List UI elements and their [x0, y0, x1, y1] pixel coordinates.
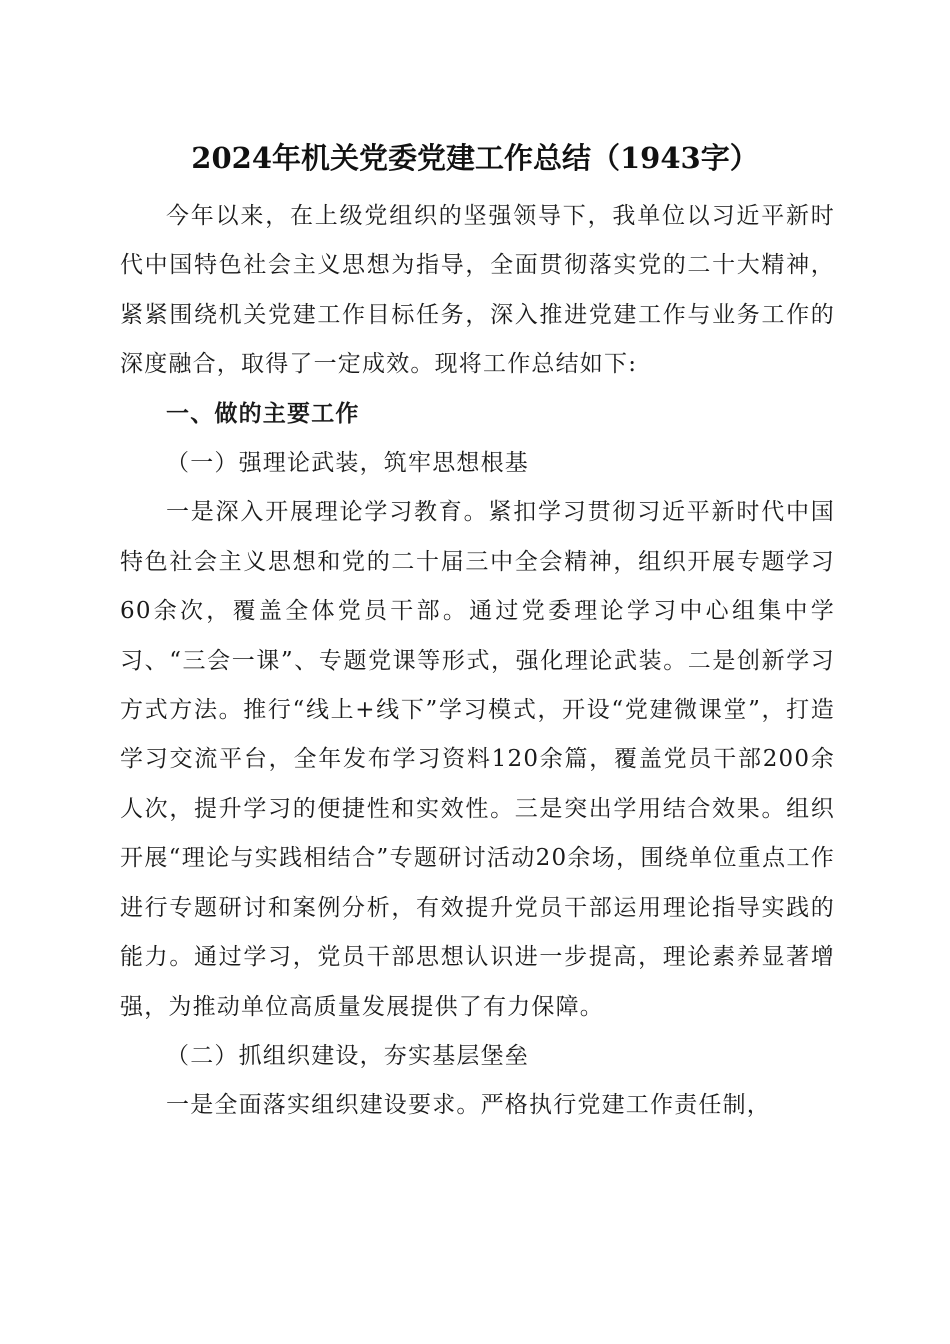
theory-paragraph: 一是深入开展理论学习教育。紧扣学习贯彻习近平新时代中国特色社会主义思想和党的二十届三中全会精神，组织开展专题学习60余次，覆盖全体党员干部。通过党委理论学习中心组集中学习、“三会一课”、专题党课等形式，强化理论武装。二是创新学习方式方法。推行“线上+线下”学习模式，开设“党建微课堂”，打造学习交流平台，全年发布学习资料120余篇，覆盖党员干部200余人次，提升学习的便捷性和实效性。三是突出学用结合效果。组织开展“理论与实践相结合”专题研讨活动20余场，围绕单位重点工作进行专题研讨和案例分析，有效提升党员干部运用理论指导实践的能力。通过学习，党员干部思想认识进一步提高，理论素养显著增强，为推动单位高质量发展提供了有力保障。 — [120, 499, 835, 1020]
organization-paragraph: 一是全面落实组织建设要求。严格执行党建工作责任制， — [166, 1092, 771, 1119]
subsection-heading-theory: （一）强理论武装，筑牢思想根基 — [166, 450, 529, 477]
document-title: 2024年机关党委党建工作总结（1943字） — [191, 141, 759, 175]
subsection-heading-organization: （二）抓组织建设，夯实基层堡垒 — [166, 1042, 529, 1069]
intro-paragraph: 今年以来，在上级党组织的坚强领导下，我单位以习近平新时代中国特色社会主义思想为指导，全面贯彻落实党的二十大精神，紧紧围绕机关党建工作目标任务，深入推进党建工作与业务工作的深度融合，取得了一定成效。现将工作总结如下: — [120, 203, 835, 378]
section-heading-main-work: 一、做的主要工作 — [166, 400, 360, 427]
document-body — [120, 192, 835, 1131]
